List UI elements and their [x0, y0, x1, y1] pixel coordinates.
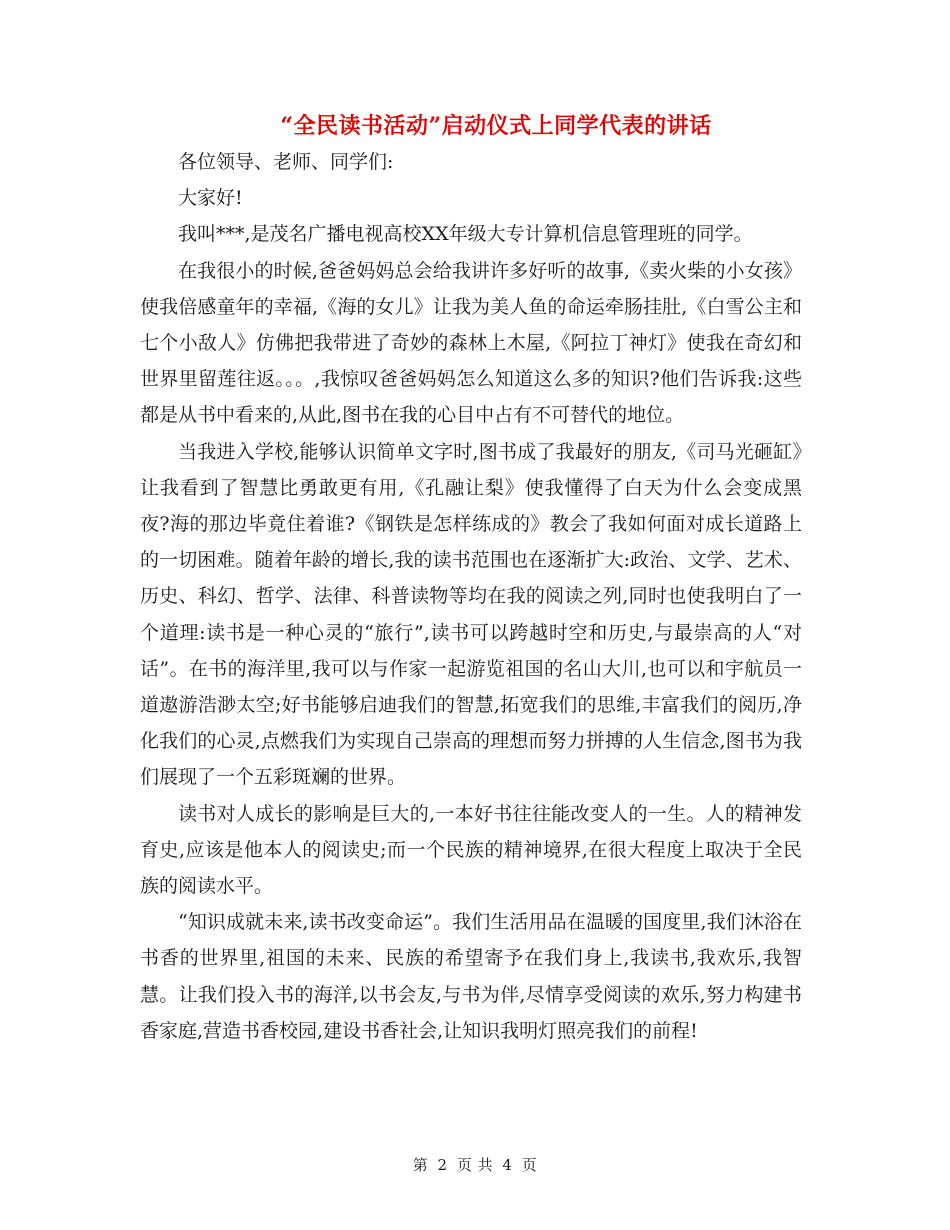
footer-middle: 页 共 — [456, 1156, 494, 1174]
footer-suffix: 页 — [521, 1156, 538, 1174]
document-body — [140, 144, 802, 1049]
paragraph-intro: 我叫***,是茂名广播电视高校XX年级大专计算机信息管理班的同学。 — [178, 223, 753, 246]
page-footer — [0, 1154, 950, 1176]
paragraph-school: 当我进入学校,能够认识简单文字时,图书成了我最好的朋友,《司马光砸缸》让我看到了智慧比勇敢更有用,《孔融让梨》使我懂得了白天为什么会变成黑夜?海的那边毕竟住着谁?《钢铁是怎样练成的》教会了我如何面对成长道路上的一切困难。随着年龄的增长,我的读书范围也在逐渐扩大:政治、文学、艺术、历史、科幻、哲学、法律、科普读物等均在我的阅读之列,同时也使我明白了一个道理:读书是一种心灵的“旅行”,读书可以跨越时空和历史,与最崇高的人“对话”。在书的海洋里,我可以与作家一起游览祖国的名山大川,也可以和宇航员一道遨游浩渺太空;好书能够启迪我们的智慧,拓宽我们的思维,丰富我们的阅历,净化我们的心灵,点燃我们为实现自己崇高的理想而努力拼搏的人生信念,图书为我们展现了一个五彩斑斓的世界。 — [140, 440, 802, 789]
paragraph-greeting: 大家好! — [178, 187, 243, 210]
paragraph-childhood: 在我很小的时候,爸爸妈妈总会给我讲许多好听的故事,《卖火柴的小女孩》使我倍感童年的幸福,《海的女儿》让我为美人鱼的命运牵肠挂肚,《白雪公主和七个小敌人》仿佛把我带进了奇妙的森林上木屋,《阿拉丁神灯》使我在奇幻和世界里留莲往返。。。,我惊叹爸爸妈妈怎么知道这么多的知识?他们告诉我:这些都是从书中看来的,从此,图书在我的心目中占有不可替代的地位。 — [140, 259, 802, 427]
footer-total-pages: 4 — [502, 1156, 513, 1174]
document-title: “全民读书活动”启动仪式上同学代表的讲话 — [280, 113, 712, 139]
paragraph-influence: 读书对人成长的影响是巨大的,一本好书往往能改变人的一生。人的精神发育史,应该是他本人的阅读史;而一个民族的精神境界,在很大程度上取决于全民族的阅读水平。 — [140, 802, 802, 898]
footer-prefix: 第 — [412, 1156, 429, 1174]
footer-page-number: 2 — [437, 1156, 448, 1174]
paragraph-salutation: 各位领导、老师、同学们: — [178, 151, 394, 173]
paragraph-closing: “知识成就未来,读书改变命运”。我们生活用品在温暖的国度里,我们沐浴在书香的世界里,祖国的未来、民族的希望寄予在我们身上,我读书,我欢乐,我智慧。让我们投入书的海洋,以书会友,与书为伴,尽情享受阅读的欢乐,努力构建书香家庭,营造书香校园,建设书香社会,让知识我明灯照亮我们的前程! — [140, 911, 802, 1042]
